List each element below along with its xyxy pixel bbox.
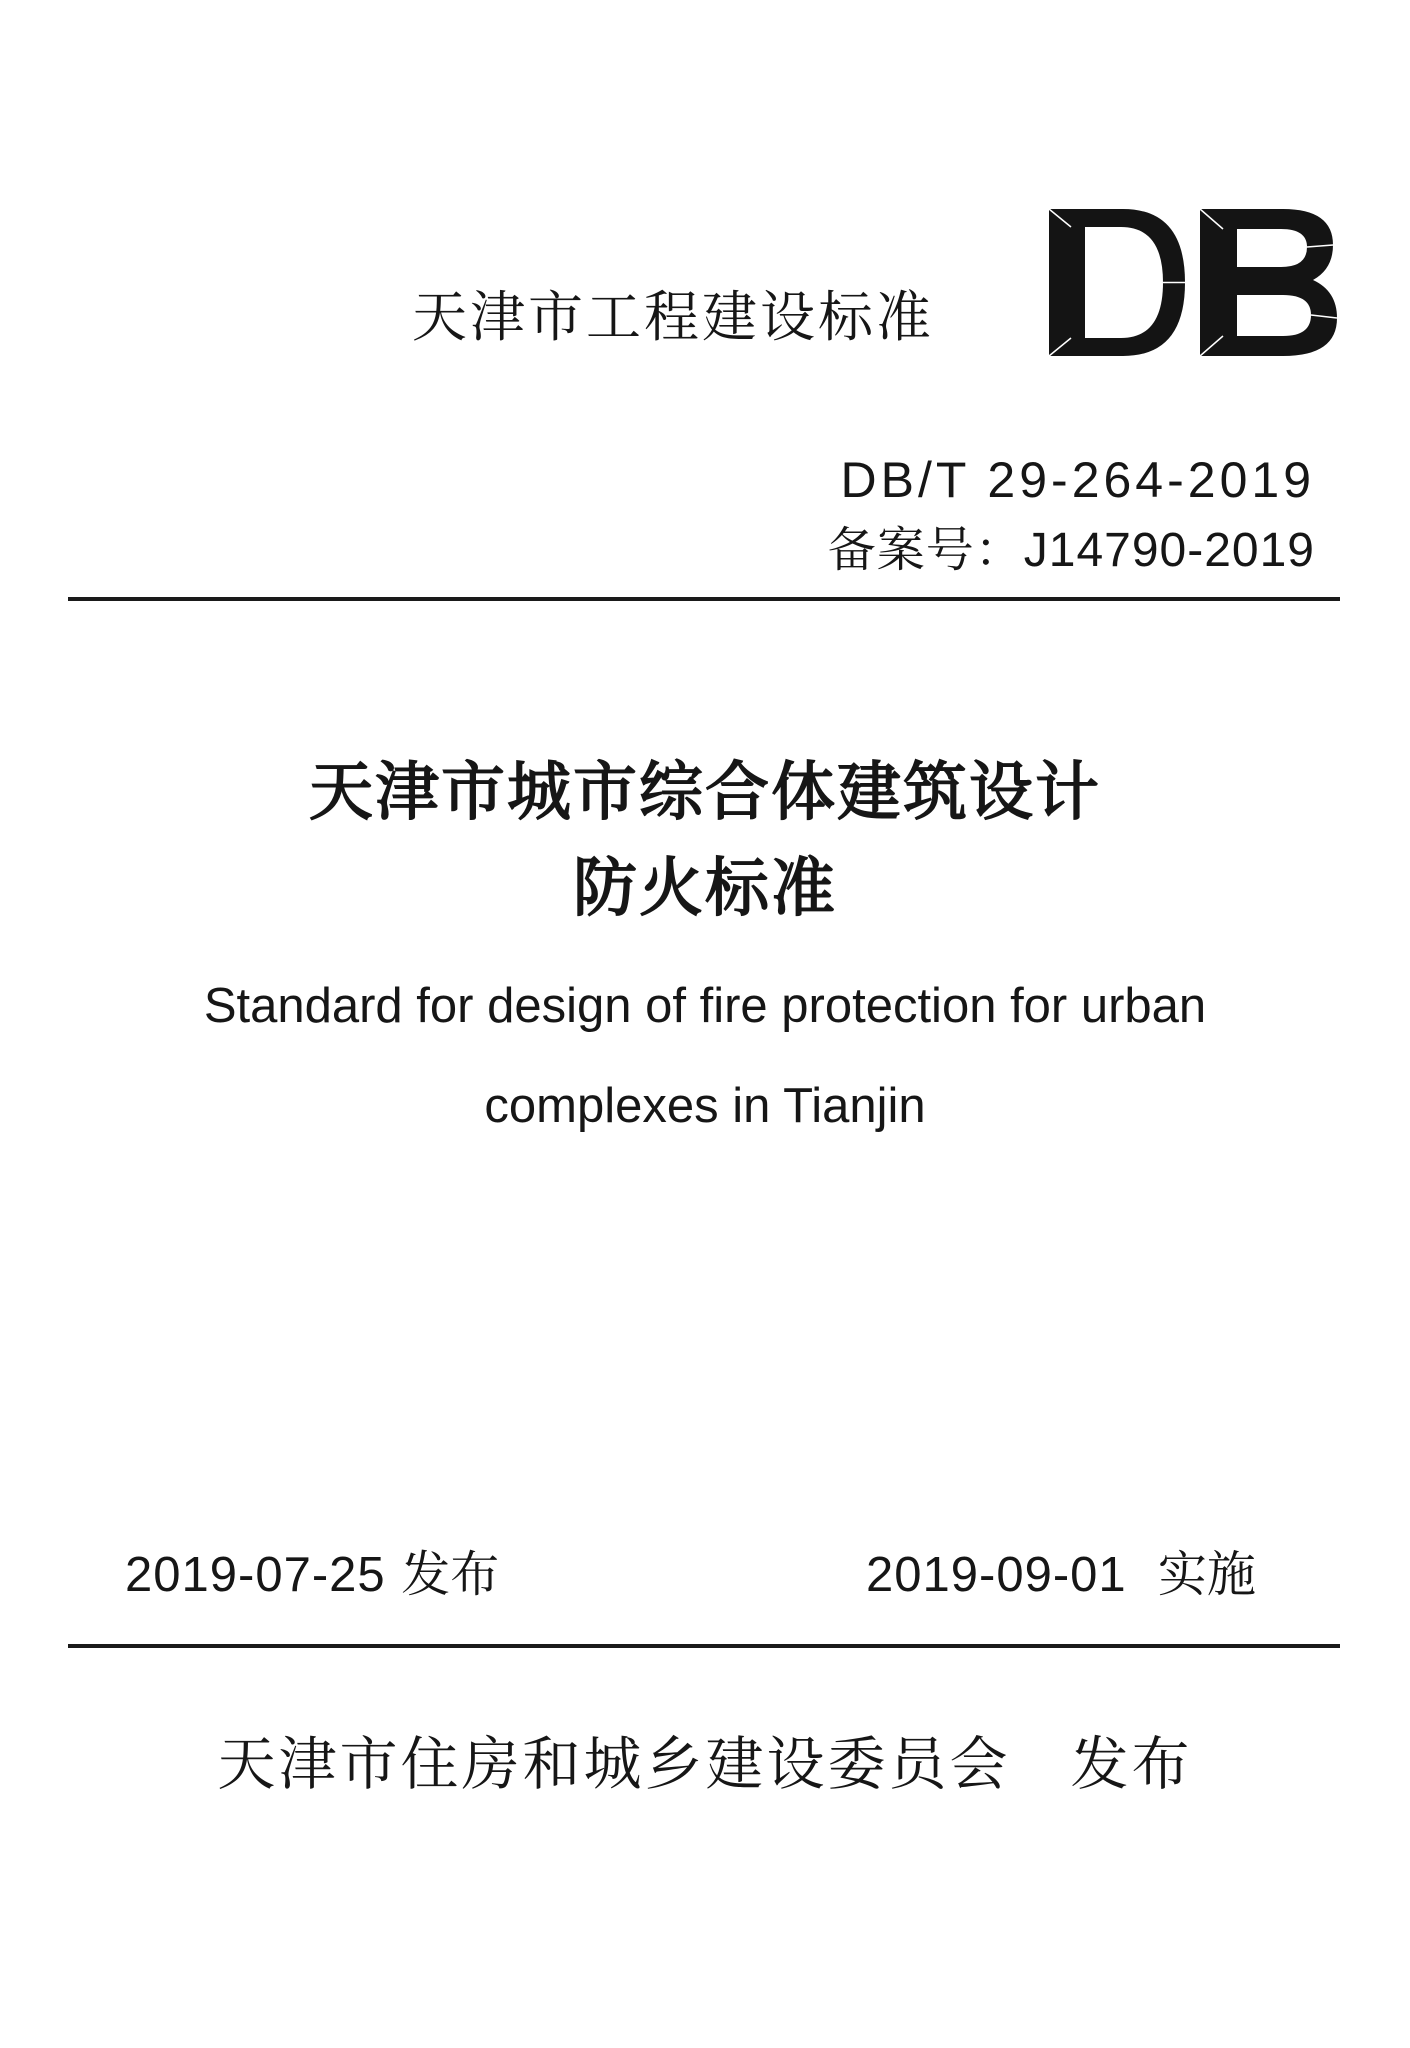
- title-zh: [0, 748, 1410, 934]
- title-en: [0, 956, 1410, 1156]
- standard-number: DB/T 29-264-2019: [840, 452, 1315, 508]
- issue-date-value: 2019-07-25: [125, 1548, 386, 1602]
- title-zh-line-2: 防火标准: [573, 852, 837, 926]
- record-number: [828, 520, 1315, 581]
- bottom-divider: [68, 1644, 1340, 1648]
- implementation-date-value: 2019-09-01: [866, 1548, 1127, 1602]
- title-en-line-1: Standard for design of fire protection for urban: [203, 979, 1207, 1033]
- implementation-date: [866, 1540, 1256, 1610]
- series-title: 天津市工程建设标准: [412, 285, 935, 349]
- record-label: 备案号：: [827, 522, 1024, 578]
- title-en-line-2: complexes in Tianjin: [484, 1079, 926, 1133]
- publisher: [0, 1724, 1410, 1804]
- issue-date: [125, 1540, 499, 1610]
- title-zh-line-1: 天津市城市综合体建筑设计: [309, 756, 1101, 830]
- issue-date-label: 发布: [401, 1546, 500, 1603]
- record-value: J14790-2019: [1023, 524, 1315, 577]
- db-logo: [1045, 205, 1340, 360]
- implementation-date-label: 实施: [1157, 1546, 1256, 1603]
- publisher-name: 天津市住房和城乡建设委员会: [217, 1730, 1011, 1798]
- publisher-action: 发布: [1070, 1730, 1193, 1798]
- top-divider: [68, 597, 1340, 601]
